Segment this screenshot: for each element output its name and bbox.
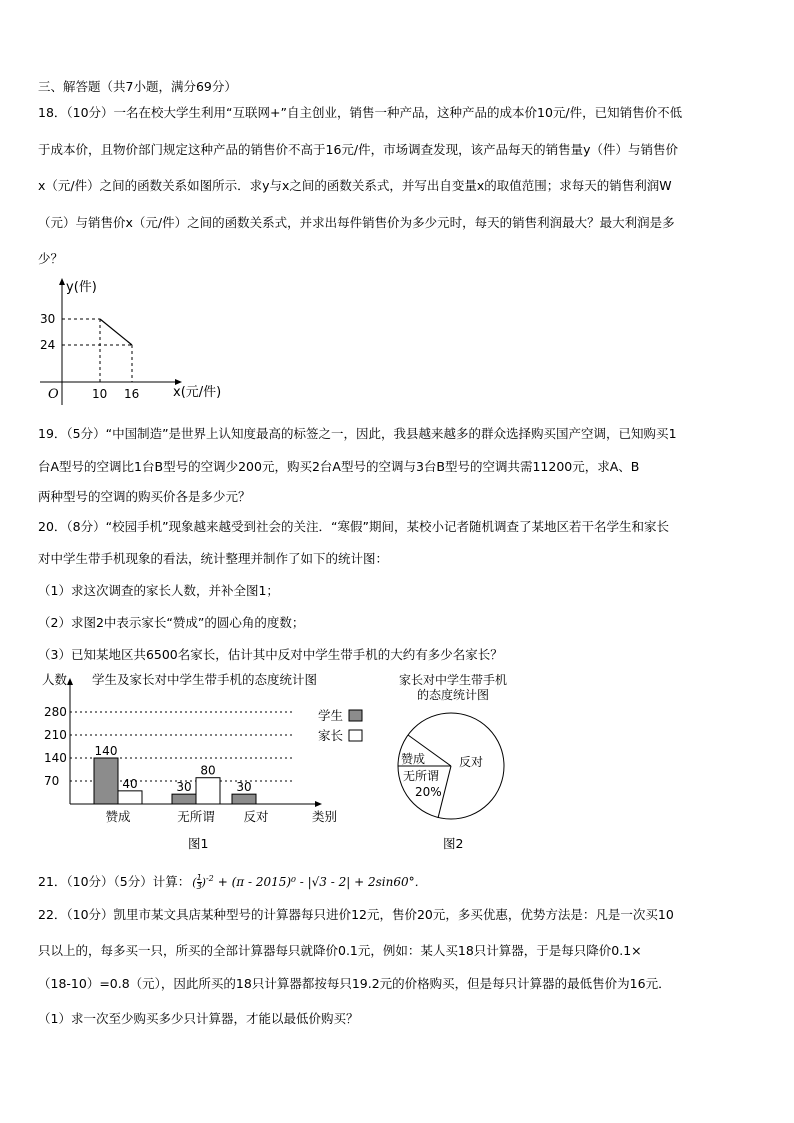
pie-label-approve: 赞成 bbox=[401, 752, 426, 766]
bar-y-tick-70: 70 bbox=[44, 774, 60, 788]
q20-sub-2: （2）求图2中表示家长“赞成”的圆心角的度数； bbox=[38, 615, 305, 630]
pie-label-pct: 20% bbox=[415, 785, 442, 799]
bar-category-无所谓: 无所谓 bbox=[177, 809, 215, 824]
bar-category-赞成: 赞成 bbox=[105, 809, 131, 824]
x-axis-label: x(元/件) bbox=[173, 385, 222, 400]
bar-家长-无所谓 bbox=[196, 778, 220, 804]
function-segment bbox=[100, 319, 132, 345]
bar-学生-反对 bbox=[232, 794, 256, 804]
legend-label-学生: 学生 bbox=[318, 708, 344, 723]
bar-学生-无所谓 bbox=[172, 794, 196, 804]
bar-chart-caption: 图1 bbox=[188, 836, 209, 851]
bar-学生-赞成 bbox=[94, 758, 118, 804]
bar-label-家长-无所谓: 80 bbox=[200, 763, 216, 778]
pie-title-line-1: 家长对中学生带手机 bbox=[398, 673, 508, 687]
y-axis-label: y(件) bbox=[66, 280, 97, 295]
q19-line-1: 19．（5分）“中国制造”是世界上认知度最高的标签之一，因此，我县越来越多的群众选择购买国产空调，已知购买1 bbox=[38, 426, 677, 441]
bar-chart-xlabel: 类别 bbox=[312, 809, 338, 824]
q19-line-2: 台A型号的空调比1台B型号的空调少200元，购买2台A型号的空调与3台B型号的空调共需11200元，求A、B bbox=[38, 459, 640, 474]
origin-label: O bbox=[48, 387, 59, 402]
pie-chart-figure-2 bbox=[385, 668, 535, 858]
section-title: 三、解答题（共7小题，满分69分） bbox=[38, 79, 237, 94]
bar-chart-ylabel: 人数 bbox=[42, 672, 68, 687]
q21-line: 21．（10分）（5分）计算： ( $\frac{1}{3}$ )$^{-2}$ + (π - 2015)⁰ - |√3 - 2| + 2sin60°． bbox=[38, 873, 427, 892]
q18-function-graph bbox=[30, 275, 250, 415]
bar-label-学生-无所谓: 30 bbox=[176, 780, 192, 795]
bar-label-学生-赞成: 140 bbox=[94, 744, 118, 758]
q18-line-4: （元）与销售价x（元/件）之间的函数关系式，并求出每件销售价为多少元时，每天的销售利润最大？最大利润是多 bbox=[38, 215, 675, 230]
q21-paren-open: ( bbox=[192, 876, 197, 890]
pie-label-oppose: 反对 bbox=[459, 755, 484, 769]
q19-line-3: 两种型号的空调的购买价各是多少元？ bbox=[38, 489, 251, 504]
bar-chart-figure-1 bbox=[30, 668, 380, 858]
x-tick-10: 10 bbox=[92, 387, 108, 401]
bar-家长-赞成 bbox=[118, 791, 142, 804]
bar-category-反对: 反对 bbox=[243, 809, 269, 824]
legend-swatch-学生 bbox=[349, 710, 362, 721]
bar-y-tick-280: 280 bbox=[44, 705, 67, 719]
q18-line-2: 于成本价，且物价部门规定这种产品的销售价不高于16元/件，市场调查发现，该产品每天的销售量y（件）与销售价 bbox=[38, 142, 679, 157]
q21-exponent: -2 bbox=[205, 874, 214, 883]
x-tick-16: 16 bbox=[124, 387, 140, 401]
pie-caption: 图2 bbox=[443, 836, 464, 851]
q22-sub-1: （1）求一次至少购买多少只计算器，才能以最低价购买？ bbox=[38, 1011, 359, 1026]
q21-prefix: 21．（10分）（5分）计算： bbox=[38, 874, 191, 890]
q20-line-1: 20．（8分）“校园手机”现象越来越受到社会的关注．“寒假”期间，某校小记者随机调查了某地区若干名学生和家长 bbox=[38, 519, 670, 534]
bar-chart-title: 学生及家长对中学生带手机的态度统计图 bbox=[92, 672, 318, 687]
y-axis-arrow bbox=[59, 278, 65, 285]
q22-line-3: （18-10）=0.8（元），因此所买的18只计算器都按每只19.2元的价格购买，但是每只计算器的最低售价为16元． bbox=[38, 976, 671, 991]
legend-swatch-家长 bbox=[349, 730, 362, 741]
pie-title-line-2: 的态度统计图 bbox=[416, 688, 490, 702]
pie-label-indifferent: 无所谓 bbox=[403, 769, 440, 783]
q18-line-5: 少？ bbox=[38, 251, 64, 266]
y-tick-24: 24 bbox=[40, 338, 56, 352]
q20-sub-3: （3）已知某地区共6500名家长，估计其中反对中学生带手机的大约有多少名家长？ bbox=[38, 647, 503, 662]
bar-label-家长-赞成: 40 bbox=[122, 776, 138, 791]
q22-line-1: 22．（10分）凯里市某文具店某种型号的计算器每只进价12元，售价20元，多买优惠，优势方法是：凡是一次买10 bbox=[38, 907, 674, 922]
bar-label-学生-反对: 30 bbox=[236, 780, 252, 795]
q22-line-2: 只以上的，每多买一只，所买的全部计算器每只就降价0.1元，例如：某人买18只计算器，于是每只降价0.1× bbox=[38, 943, 642, 958]
bar-y-tick-140: 140 bbox=[44, 751, 67, 765]
q18-line-1: 18．（10分）一名在校大学生利用“互联网+”自主创业，销售一种产品，这种产品的成本价10元/件，已知销售价不低 bbox=[38, 105, 683, 120]
q20-line-2: 对中学生带手机现象的看法，统计整理并制作了如下的统计图： bbox=[38, 551, 389, 566]
q18-line-3: x（元/件）之间的函数关系如图所示．求y与x之间的函数关系式，并写出自变量x的取值范围；求每天的销售利润W bbox=[38, 178, 672, 193]
q21-fraction: $\frac{1}{3}$ bbox=[196, 873, 202, 892]
legend-label-家长: 家长 bbox=[318, 728, 344, 743]
q21-rest: + (π - 2015)⁰ - |√3 - 2| + 2sin60°． bbox=[217, 875, 427, 890]
bar-y-tick-210: 210 bbox=[44, 728, 67, 742]
y-tick-30: 30 bbox=[40, 312, 56, 326]
q20-sub-1: （1）求这次调查的家长人数，并补全图1； bbox=[38, 583, 279, 598]
